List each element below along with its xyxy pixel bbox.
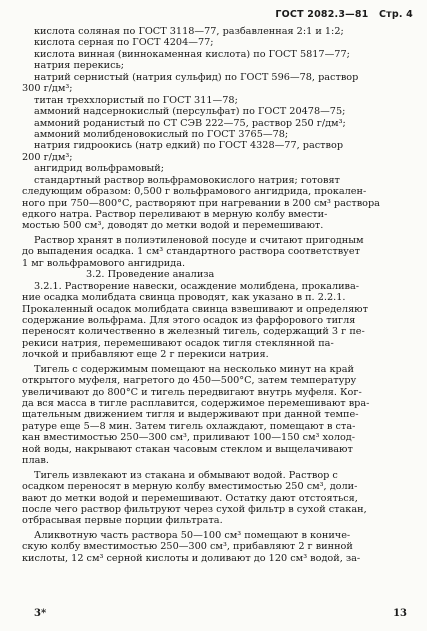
text-line: кислота винная (виннокаменная кислота) по ГОСТ 5817—77; — [34, 48, 350, 60]
text-line: до выпадения осадка. 1 см³ стандартного раствора соответствует — [22, 246, 360, 258]
text-line: ной воды, накрывают стакан часовым стеклом и выщелачивают — [22, 443, 353, 455]
document-body — [22, 26, 414, 564]
text-line: увеличивают до 800°С и тигель передвигают внутрь муфеля. Ког- — [22, 386, 362, 398]
text-line: кислоты, 12 см³ серной кислоты и доливают до 120 см³ водой, за- — [22, 552, 361, 564]
text-line: Аликвотную часть раствора 50—100 см³ помещают в кониче- — [34, 529, 351, 541]
page-header — [275, 9, 413, 20]
text-line: кан вместимостью 250—300 см³, приливают 100—150 см³ холод- — [22, 432, 356, 444]
text-line: ратуре еще 5—8 мин. Затем тигель охлаждают, помещают в ста- — [22, 420, 356, 432]
text-line: щательным движением тигля и выдерживают при данной темпе- — [22, 409, 359, 421]
text-line: ного при 750—800°С, растворяют при нагревании в 200 см³ раствора — [22, 197, 380, 209]
text-line: ние осадка молибдата свинца проводят, как указано в п. 2.2.1. — [22, 292, 346, 304]
text-line: вают до метки водой и перемешивают. Остатку дают отстояться, — [22, 492, 358, 504]
text-line: отбрасывая первые порции фильтрата. — [22, 515, 223, 527]
text-line: 200 г/дм³; — [22, 151, 73, 163]
page-number: 13 — [393, 608, 407, 619]
text-line: титан треххлористый по ГОСТ 311—78; — [34, 94, 238, 106]
text-line: натрия перекись; — [34, 60, 125, 72]
text-line: 300 г/дм³; — [22, 83, 73, 95]
text-line: кислота серная по ГОСТ 4204—77; — [34, 37, 214, 49]
text-line: следующим образом: 0,500 г вольфрамового ангидрида, прокален- — [22, 186, 367, 198]
text-line: Прокаленный осадок молибдата свинца взвешивают и определяют — [22, 303, 368, 315]
text-line: плав. — [22, 455, 49, 467]
text-line: кислота соляная по ГОСТ 3118—77, разбавленная 2:1 и 1:2; — [34, 26, 344, 37]
text-line: аммоний надсернокислый (персульфат) по ГОСТ 20478—75; — [34, 106, 346, 118]
text-line: 1 мг вольфрамового ангидрида. — [22, 257, 186, 269]
text-line: открытого муфеля, нагретого до 450—500°С, затем температуру — [22, 375, 357, 387]
text-line: 3.2.1. Растворение навески, осаждение молибдена, прокалива- — [34, 280, 360, 292]
text-line: после чего раствор фильтруют через сухой фильтр в сухой стакан, — [22, 503, 367, 515]
standard-number: ГОСТ 2082.3—81 — [275, 9, 369, 20]
text-line: Раствор хранят в полиэтиленовой посуде и считают пригодным — [34, 234, 364, 246]
text-line: да вся масса в тигле расплавится, содержимое перемешивают вра- — [22, 398, 370, 409]
page-label: Стр. 4 — [378, 9, 413, 20]
text-line: ангидрид вольфрамовый; — [34, 163, 164, 175]
text-line: осадком переносят в мерную колбу вместимостью 250 см³, доли- — [22, 481, 358, 493]
text-line: аммоний молибденовокислый по ГОСТ 3765—78; — [34, 128, 289, 140]
text-line: содержание вольфрама. Для этого осадок из фарфорового тигля — [22, 314, 356, 326]
signature-mark: 3* — [34, 608, 47, 619]
text-line: рекиси натрия, перемешивают осадок тигля стеклянной па- — [22, 337, 334, 349]
text-line: едкого натра. Раствор переливают в мерную колбу вмести- — [22, 209, 328, 220]
section-heading: 3.2. Проведение анализа — [86, 269, 215, 281]
text-line: переносят количественно в железный тигель, содержащий 3 г пе- — [22, 326, 365, 338]
text-line: стандартный раствор вольфрамовокислого натрия; готовят — [34, 174, 340, 186]
text-line: натрия гидроокись (натр едкий) по ГОСТ 4328—77, раствор — [34, 140, 344, 152]
text-line: Тигель извлекают из стакана и обмывают водой. Раствор с — [34, 469, 338, 481]
text-line: аммоний роданистый по СТ СЭВ 222—75, раствор 250 г/дм³; — [34, 117, 346, 129]
text-line: лочкой и прибавляют еще 2 г перекиси натрия. — [22, 349, 269, 361]
text-line: Тигель с содержимым помещают на несколько минут на край — [34, 363, 354, 375]
text-line: мостью 500 см³, доводят до метки водой и перемешивают. — [22, 220, 324, 232]
text-line: натрий сернистый (натрия сульфид) по ГОСТ 596—78, раствор — [34, 71, 359, 83]
text-line: скую колбу вместимостью 250—300 см³, прибавляют 2 г винной — [22, 541, 353, 553]
